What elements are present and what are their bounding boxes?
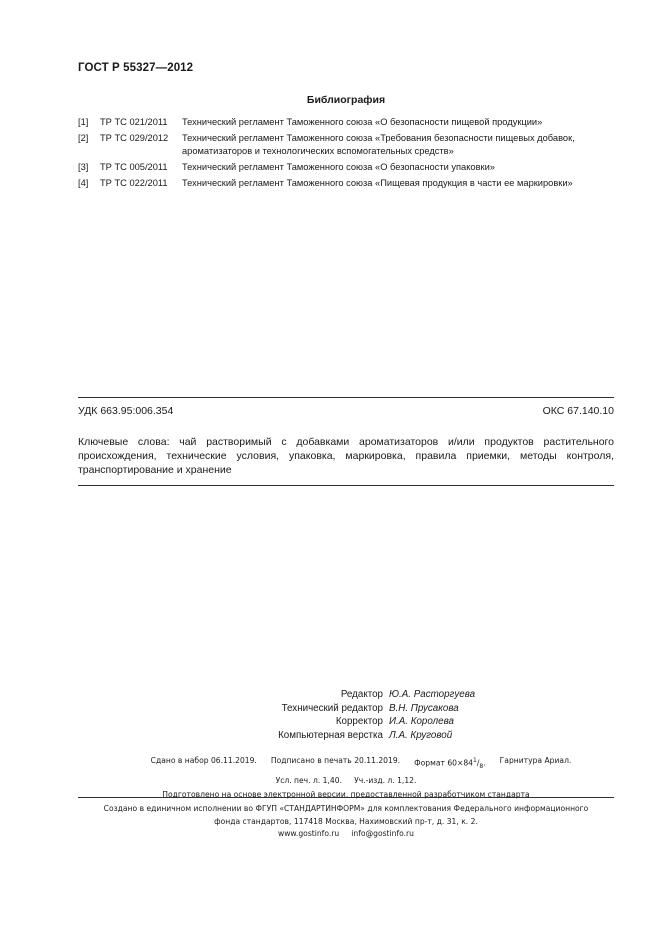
credit-role: Технический редактор	[281, 702, 383, 714]
credit-row	[200, 729, 500, 743]
printed-sheets: Усл. печ. л. 1,40.	[275, 776, 343, 786]
bibliography-text: Технический регламент Таможенного союза «Требования безопасности пищевых добавок, ароматизаторов и технологических вспомогательных средств»	[182, 133, 575, 156]
email-link[interactable]: info@gostinfo.ru	[351, 829, 414, 838]
submitted-date: Сдано в набор 06.11.2019.	[150, 756, 257, 765]
keywords-paragraph: Ключевые слова: чай растворимый с добавками ароматизаторов и/или продуктов растительного происхождения, технические условия, упаковка, маркировка, правила приемки, методы контроля, транспортирование и хранение	[78, 436, 614, 476]
website-link[interactable]: www.gostinfo.ru	[278, 829, 340, 838]
oks-code: ОКС 67.140.10	[542, 405, 614, 417]
bibliography-number: [3]	[78, 162, 89, 172]
imprint-block	[78, 754, 614, 802]
standard-header: ГОСТ Р 55327—2012	[78, 62, 194, 74]
credit-row	[200, 702, 500, 716]
credit-name: Л.А. Круговой	[389, 729, 453, 741]
credit-role: Корректор	[335, 716, 383, 727]
bibliography-list	[78, 116, 618, 193]
credit-role: Редактор	[340, 689, 383, 700]
bibliography-title: Библиография	[306, 94, 386, 106]
credit-name: Ю.А. Расторгуева	[389, 689, 476, 700]
credits-block	[200, 688, 500, 742]
bibliography-code: ТР ТС 005/2011	[100, 162, 168, 172]
divider-footer	[78, 797, 614, 798]
divider-bottom	[78, 485, 614, 486]
bibliography-item	[78, 116, 618, 129]
typeface: Гарнитура Ариал.	[499, 756, 572, 765]
paper-format: Формат $60\times 84^1/_8$.	[414, 757, 486, 771]
udk-code: УДК 663.95:006.354	[78, 405, 174, 417]
credit-name: И.А. Королева	[389, 716, 454, 727]
bibliography-text: Технический регламент Таможенного союза «О безопасности упаковки»	[182, 162, 495, 172]
divider-top	[78, 397, 614, 398]
format-prefix: Формат 60×84	[414, 758, 474, 768]
credit-name: В.Н. Прусакова	[389, 702, 459, 714]
format-denominator: 8	[479, 763, 484, 771]
bibliography-item	[78, 177, 618, 190]
bibliography-code: ТР ТС 022/2011	[100, 178, 168, 188]
format-numerator: 1	[473, 757, 477, 764]
imprint-line	[108, 754, 614, 774]
imprint-line	[78, 774, 614, 788]
bibliography-item	[78, 132, 618, 158]
bibliography-number: [2]	[78, 133, 89, 143]
classification-row	[78, 405, 614, 417]
signed-date: Подписано в печать 20.11.2019.	[270, 756, 401, 765]
bibliography-number: [4]	[78, 178, 89, 188]
footer-line: Создано в единичном исполнении во ФГУП «СТАНДАРТИНФОРМ» для комплектования Федерального информационного	[103, 804, 589, 813]
credit-role: Компьютерная верстка	[278, 729, 383, 741]
publisher-sheets: Уч.-изд. л. 1,12.	[354, 776, 417, 786]
footer-line: фонда стандартов, 117418 Москва, Нахимовский пр-т, д. 31, к. 2.	[214, 816, 478, 826]
bibliography-text: Технический регламент Таможенного союза «О безопасности пищевой продукции»	[182, 117, 543, 127]
bibliography-code: ТР ТС 021/2011	[100, 117, 168, 127]
credit-row	[200, 715, 500, 729]
credit-row	[200, 688, 500, 702]
bibliography-text: Технический регламент Таможенного союза «Пищевая продукция в части ее маркировки»	[182, 178, 573, 188]
footer-contacts	[78, 828, 614, 841]
footer-block	[78, 803, 614, 841]
bibliography-item	[78, 161, 618, 174]
bibliography-number: [1]	[78, 117, 89, 127]
prepared-note: Подготовлено на основе электронной версии, предоставленной разработчиком стандарта	[162, 790, 530, 800]
bibliography-code: ТР ТС 029/2012	[100, 133, 169, 143]
